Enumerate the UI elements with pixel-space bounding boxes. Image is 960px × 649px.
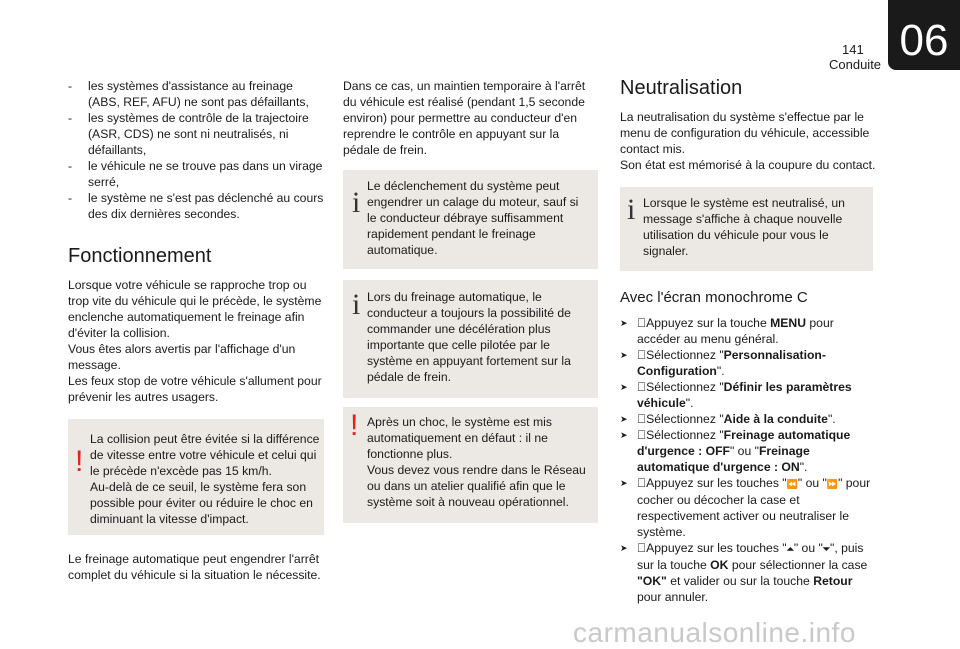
list-item: - le véhicule ne se trouve pas dans un virage serré, [68,158,326,190]
menu-label: Freinage automatique d'urgence : ON [637,444,810,474]
key-label: Retour [813,574,853,588]
info-icon: i [352,288,361,321]
info-text: Lorsque le système est neutralisé, un message s'affiche à chaque nouvelle utilisation du véhicule pour vous le signaler. [643,196,845,258]
step-text: ". [716,364,725,378]
arrow-right-icon: ➤ [620,478,628,488]
list-item [620,427,876,475]
list-item: - le système ne s'est pas déclenché au cours des dix dernières secondes. [68,190,326,222]
menu-label: Personnalisation-Configuration [637,348,826,378]
arrow-right-icon: ➤ [620,543,628,553]
paragraph: Les feux stop de votre véhicule s'allument pour prévenir les autres usagers. [68,374,322,404]
warning-line: Au-delà de ce seuil, le système fera son possible pour éviter ou réduire le choc en diminuant la vitesse d'impact. [90,480,313,526]
warning-text [367,414,589,510]
info-icon: i [627,193,636,226]
paragraph: La neutralisation du système s'effectue par le menu de configuration du véhicule, accessible contact mis. [620,110,870,156]
step-text: et valider ou sur la touche [666,574,814,588]
step-text: pour sélectionner la case [728,558,868,572]
section-heading-neutralisation: Neutralisation [620,77,743,99]
neutralisation-text [620,109,876,173]
key-label: "OK" [637,574,667,588]
fast-forward-icon: ⏩ [826,479,839,489]
arrow-right-icon: ➤ [620,350,628,360]
paragraph: Vous êtes alors avertis par l'affichage d'un message. [68,342,296,372]
rewind-icon: ⏪ [786,479,798,489]
step-text: " ou " [797,476,827,490]
info-text: Lors du freinage automatique, le conducteur a toujours la possibilité de commander une décélération plus importante que celle pilotée par le système en appuyant fortement sur la pédale de frein. [367,290,571,384]
menu-label: Freinage automatique d'urgence : OFF [637,428,851,458]
key-label: OK [710,558,729,572]
warning-text [90,431,322,527]
paragraph: Dans ce cas, un maintien temporaire à l'arrêt du véhicule est réalisé (pendant 1,5 seconde environ) pour permettre au conducteur d'en reprendre le contrôle en appuyant sur la pédale de frein. [343,79,586,157]
subheading-monochrome-c: Avec l'écran monochrome C [620,289,808,306]
warning-box [343,407,598,523]
step-text: Sélectionnez " [646,348,724,362]
step-text: ". [827,412,836,426]
step-text: Appuyez sur les touches " [646,476,787,490]
info-icon: i [352,186,361,219]
section-heading-fonctionnement: Fonctionnement [68,245,212,267]
step-text: Sélectionnez " [646,380,724,394]
step-text: pour annuler. [637,590,709,604]
warning-box [68,419,324,535]
arrow-down-icon: ⏷ [822,544,831,554]
paragraph: Lorsque votre véhicule se rapproche trop ou trop vite du véhicule qui le précède, le système enclenche automatiquement le freinage afin d'éviter la collision. [68,278,322,340]
step-text: ". [685,396,694,410]
paragraph: Son état est mémorisé à la coupure du contact. [620,158,876,172]
list-item [620,411,876,427]
arrow-right-icon: ➤ [620,318,628,328]
list-item [620,347,876,379]
step-text: ", puis sur la touche [637,541,864,572]
section-label: Conduite [829,57,882,72]
steps-list [620,315,876,605]
warning-line: Après un choc, le système est mis automatiquement en défaut : il ne fonctionne plus. [367,415,552,461]
key-label: MENU [770,316,807,330]
watermark: carmanualsonline.info [573,617,856,648]
warning-icon: ! [350,409,359,442]
list-item: - les systèmes de contrôle de la trajectoire (ASR, CDS) ne sont ni neutralisés, ni défaillants, [68,110,326,158]
step-text: Sélectionnez " [646,412,724,426]
info-box [343,170,598,269]
step-text: ". [799,460,808,474]
step-text: Appuyez sur les touches " [646,541,787,555]
page-number: 141 [842,42,864,57]
list-item [620,540,876,605]
conditions-list [68,78,326,222]
list-item [620,475,876,540]
arrow-up-icon: ⏶ [786,544,794,554]
step-text: Appuyez sur la touche [646,316,771,330]
chapter-tab: 06 [888,0,960,70]
warning-line: La collision peut être évitée si la différence de vitesse entre votre véhicule et celui qui le précède n'excède pas 15 km/h. [90,432,320,478]
fonctionnement-text [68,277,326,405]
step-text: " ou " [729,444,759,458]
step-text: Sélectionnez " [646,428,724,442]
list-item [620,379,876,411]
step-text: " pour cocher ou décocher la case et respectivement activer ou neutraliser le système. [637,476,871,539]
warning-line: Vous devez vous rendre dans le Réseau ou dans un atelier qualifié afin que le système soit à nouveau opérationnel. [367,463,586,509]
list-item: - les systèmes d'assistance au freinage (ABS, REF, AFU) ne sont pas défaillants, [68,78,326,110]
arrow-right-icon: ➤ [620,430,628,440]
step-text: " ou " [793,541,823,555]
menu-label: Définir les paramètres véhicule [637,380,852,410]
step-text: pour accéder au menu général. [637,316,834,346]
info-box [620,187,873,271]
menu-label: Aide à la conduite [723,412,828,426]
info-text: Le déclenchement du système peut engendrer un calage du moteur, sauf si le conducteur débraye suffisamment rapidement pendant le freinage automatique. [367,179,579,257]
list-item [620,315,876,347]
warning-icon: ! [75,445,84,478]
info-box [343,280,598,398]
paragraph: Le freinage automatique peut engendrer l'arrêt complet du véhicule si la situation le nécessite. [68,552,321,582]
arrow-right-icon: ➤ [620,414,628,424]
arrow-right-icon: ➤ [620,382,628,392]
